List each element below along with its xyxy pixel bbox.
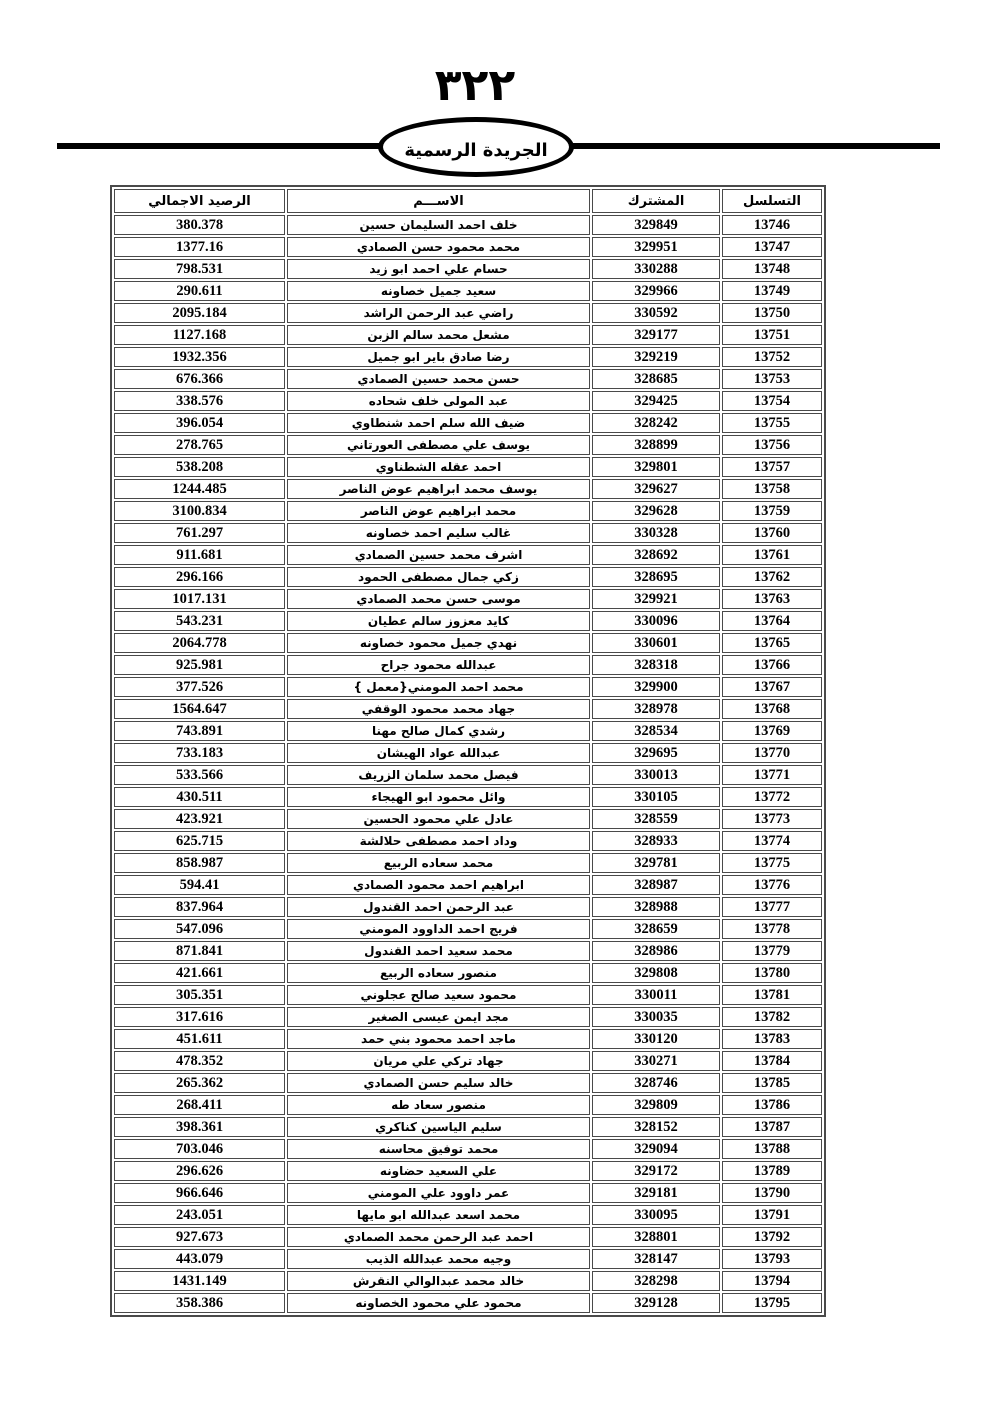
cell-balance: 538.208 <box>114 457 285 477</box>
cell-subscriber: 328695 <box>592 567 720 587</box>
table-row <box>114 985 822 1005</box>
cell-subscriber: 328978 <box>592 699 720 719</box>
table-row <box>114 787 822 807</box>
cell-subscriber: 328559 <box>592 809 720 829</box>
cell-name: اشرف محمد حسين الصمادي <box>287 545 590 565</box>
cell-serial: 13788 <box>722 1139 822 1159</box>
cell-balance: 296.166 <box>114 567 285 587</box>
cell-name: وائل محمود ابو الهيجاء <box>287 787 590 807</box>
table-row <box>114 611 822 631</box>
table-row <box>114 413 822 433</box>
cell-balance: 911.681 <box>114 545 285 565</box>
table-row <box>114 325 822 345</box>
cell-subscriber: 328988 <box>592 897 720 917</box>
cell-serial: 13789 <box>722 1161 822 1181</box>
table-row <box>114 281 822 301</box>
cell-subscriber: 329181 <box>592 1183 720 1203</box>
cell-balance: 1431.149 <box>114 1271 285 1291</box>
cell-serial: 13772 <box>722 787 822 807</box>
cell-balance: 533.566 <box>114 765 285 785</box>
cell-name: فريج احمد الداوود المومني <box>287 919 590 939</box>
cell-balance: 358.386 <box>114 1293 285 1313</box>
cell-serial: 13751 <box>722 325 822 345</box>
table-row <box>114 457 822 477</box>
cell-subscriber: 329849 <box>592 215 720 235</box>
cell-serial: 13757 <box>722 457 822 477</box>
table-row <box>114 1227 822 1247</box>
cell-name: علي السعيد حضاونه <box>287 1161 590 1181</box>
cell-serial: 13759 <box>722 501 822 521</box>
cell-name: ضيف الله سلم احمد شنطاوي <box>287 413 590 433</box>
table-row <box>114 479 822 499</box>
cell-subscriber: 329966 <box>592 281 720 301</box>
cell-name: منصور سعاده الربيع <box>287 963 590 983</box>
cell-serial: 13782 <box>722 1007 822 1027</box>
cell-name: محمود علي محمود الخصاونه <box>287 1293 590 1313</box>
table-row <box>114 699 822 719</box>
cell-serial: 13749 <box>722 281 822 301</box>
table-row <box>114 743 822 763</box>
cell-balance: 396.054 <box>114 413 285 433</box>
cell-balance: 927.673 <box>114 1227 285 1247</box>
cell-serial: 13781 <box>722 985 822 1005</box>
cell-serial: 13792 <box>722 1227 822 1247</box>
cell-subscriber: 329921 <box>592 589 720 609</box>
table-row <box>114 1095 822 1115</box>
cell-balance: 743.891 <box>114 721 285 741</box>
cell-subscriber: 328987 <box>592 875 720 895</box>
cell-serial: 13748 <box>722 259 822 279</box>
cell-serial: 13795 <box>722 1293 822 1313</box>
table-row <box>114 1293 822 1313</box>
cell-subscriber: 330095 <box>592 1205 720 1225</box>
table-row <box>114 1249 822 1269</box>
cell-name: غالب سليم احمد خصاونه <box>287 523 590 543</box>
table-row <box>114 1183 822 1203</box>
cell-name: جهاد تركي علي مريان <box>287 1051 590 1071</box>
table-row <box>114 765 822 785</box>
cell-balance: 871.841 <box>114 941 285 961</box>
cell-name: احمد عقله الشطناوي <box>287 457 590 477</box>
cell-name: جهاد محمد محمود الوقفي <box>287 699 590 719</box>
cell-name: عبد المولى خلف شحاده <box>287 391 590 411</box>
cell-subscriber: 330592 <box>592 303 720 323</box>
cell-name: سليم الياسين كناكري <box>287 1117 590 1137</box>
cell-balance: 421.661 <box>114 963 285 983</box>
cell-serial: 13770 <box>722 743 822 763</box>
cell-balance: 2095.184 <box>114 303 285 323</box>
cell-balance: 296.626 <box>114 1161 285 1181</box>
cell-name: مشعل محمد سالم الزبن <box>287 325 590 345</box>
table-body <box>114 215 822 1313</box>
cell-name: محمد توفيق محاسنه <box>287 1139 590 1159</box>
table-row <box>114 1029 822 1049</box>
cell-subscriber: 328147 <box>592 1249 720 1269</box>
cell-balance: 1564.647 <box>114 699 285 719</box>
cell-subscriber: 328692 <box>592 545 720 565</box>
cell-balance: 451.611 <box>114 1029 285 1049</box>
cell-subscriber: 329627 <box>592 479 720 499</box>
col-header-name: الاســـم <box>287 189 590 213</box>
cell-name: عبدالله محمود جراح <box>287 655 590 675</box>
table-row <box>114 589 822 609</box>
cell-serial: 13767 <box>722 677 822 697</box>
cell-balance: 1244.485 <box>114 479 285 499</box>
cell-balance: 1017.131 <box>114 589 285 609</box>
cell-name: محمد سعاده الربيع <box>287 853 590 873</box>
cell-balance: 966.646 <box>114 1183 285 1203</box>
cell-subscriber: 329172 <box>592 1161 720 1181</box>
gazette-banner-ellipse <box>378 117 574 177</box>
cell-serial: 13773 <box>722 809 822 829</box>
cell-name: راضي عبد الرحمن الراشد <box>287 303 590 323</box>
table-row <box>114 831 822 851</box>
cell-subscriber: 329809 <box>592 1095 720 1115</box>
cell-name: عبدالله عواد الهيشان <box>287 743 590 763</box>
cell-balance: 430.511 <box>114 787 285 807</box>
cell-subscriber: 329219 <box>592 347 720 367</box>
cell-name: محمد ابراهيم عوض الناصر <box>287 501 590 521</box>
cell-subscriber: 328659 <box>592 919 720 939</box>
header-row <box>114 189 822 213</box>
cell-subscriber: 329801 <box>592 457 720 477</box>
cell-subscriber: 330288 <box>592 259 720 279</box>
cell-serial: 13766 <box>722 655 822 675</box>
cell-subscriber: 330328 <box>592 523 720 543</box>
cell-balance: 1377.16 <box>114 237 285 257</box>
cell-serial: 13785 <box>722 1073 822 1093</box>
cell-subscriber: 328685 <box>592 369 720 389</box>
table-row <box>114 1139 822 1159</box>
cell-subscriber: 329177 <box>592 325 720 345</box>
cell-balance: 278.765 <box>114 435 285 455</box>
cell-subscriber: 329808 <box>592 963 720 983</box>
table-row <box>114 963 822 983</box>
cell-balance: 858.987 <box>114 853 285 873</box>
cell-name: عبد الرحمن احمد القندول <box>287 897 590 917</box>
cell-balance: 543.231 <box>114 611 285 631</box>
cell-serial: 13753 <box>722 369 822 389</box>
cell-balance: 2064.778 <box>114 633 285 653</box>
cell-subscriber: 328933 <box>592 831 720 851</box>
table-row <box>114 501 822 521</box>
cell-subscriber: 330601 <box>592 633 720 653</box>
cell-serial: 13755 <box>722 413 822 433</box>
cell-balance: 703.046 <box>114 1139 285 1159</box>
cell-balance: 423.921 <box>114 809 285 829</box>
cell-balance: 625.715 <box>114 831 285 851</box>
table-row <box>114 655 822 675</box>
cell-subscriber: 328318 <box>592 655 720 675</box>
cell-serial: 13752 <box>722 347 822 367</box>
cell-name: حسام علي احمد ابو زيد <box>287 259 590 279</box>
cell-subscriber: 330096 <box>592 611 720 631</box>
cell-subscriber: 330035 <box>592 1007 720 1027</box>
cell-serial: 13761 <box>722 545 822 565</box>
cell-subscriber: 330011 <box>592 985 720 1005</box>
cell-name: مجد ايمن عيسى الصغير <box>287 1007 590 1027</box>
cell-serial: 13775 <box>722 853 822 873</box>
cell-name: موسى حسن محمد الصمادي <box>287 589 590 609</box>
cell-balance: 268.411 <box>114 1095 285 1115</box>
cell-subscriber: 329425 <box>592 391 720 411</box>
table-row <box>114 391 822 411</box>
cell-balance: 3100.834 <box>114 501 285 521</box>
cell-name: خالد محمد عبدالوالي النقرش <box>287 1271 590 1291</box>
table-row <box>114 259 822 279</box>
cell-subscriber: 330105 <box>592 787 720 807</box>
table-row <box>114 919 822 939</box>
cell-subscriber: 328986 <box>592 941 720 961</box>
col-header-serial: التسلسل <box>722 189 822 213</box>
cell-serial: 13784 <box>722 1051 822 1071</box>
cell-name: محمد احمد المومني{معمل } <box>287 677 590 697</box>
cell-subscriber: 329951 <box>592 237 720 257</box>
cell-balance: 1932.356 <box>114 347 285 367</box>
table-row <box>114 1205 822 1225</box>
cell-balance: 676.366 <box>114 369 285 389</box>
table-row <box>114 1073 822 1093</box>
cell-balance: 547.096 <box>114 919 285 939</box>
cell-name: محمد اسعد عبدالله ابو مايها <box>287 1205 590 1225</box>
cell-balance: 265.362 <box>114 1073 285 1093</box>
cell-balance: 733.183 <box>114 743 285 763</box>
table-row <box>114 303 822 323</box>
cell-serial: 13776 <box>722 875 822 895</box>
cell-subscriber: 329094 <box>592 1139 720 1159</box>
cell-balance: 317.616 <box>114 1007 285 1027</box>
cell-serial: 13750 <box>722 303 822 323</box>
cell-serial: 13754 <box>722 391 822 411</box>
cell-subscriber: 328298 <box>592 1271 720 1291</box>
cell-balance: 290.611 <box>114 281 285 301</box>
cell-name: فيصل محمد سلمان الزريف <box>287 765 590 785</box>
table-row <box>114 677 822 697</box>
subscribers-table <box>110 185 826 1317</box>
cell-balance: 837.964 <box>114 897 285 917</box>
cell-name: احمد عبد الرحمن محمد الصمادي <box>287 1227 590 1247</box>
cell-serial: 13779 <box>722 941 822 961</box>
cell-serial: 13774 <box>722 831 822 851</box>
cell-subscriber: 329781 <box>592 853 720 873</box>
cell-name: ماجد احمد محمود بني حمد <box>287 1029 590 1049</box>
cell-serial: 13786 <box>722 1095 822 1115</box>
cell-name: محمد سعيد احمد القندول <box>287 941 590 961</box>
table-header <box>114 189 822 213</box>
cell-name: وداد احمد مصطفى حلالشة <box>287 831 590 851</box>
cell-serial: 13791 <box>722 1205 822 1225</box>
cell-subscriber: 328242 <box>592 413 720 433</box>
cell-serial: 13763 <box>722 589 822 609</box>
cell-subscriber: 329628 <box>592 501 720 521</box>
cell-name: سعيد جميل خصاونه <box>287 281 590 301</box>
cell-name: رشدي كمال صالح مهنا <box>287 721 590 741</box>
cell-name: نهدي جميل محمود خصاونه <box>287 633 590 653</box>
cell-serial: 13777 <box>722 897 822 917</box>
cell-subscriber: 328534 <box>592 721 720 741</box>
cell-balance: 798.531 <box>114 259 285 279</box>
table-row <box>114 809 822 829</box>
cell-serial: 13794 <box>722 1271 822 1291</box>
cell-name: ابراهيم احمد محمود الصمادي <box>287 875 590 895</box>
cell-name: يوسف محمد ابراهيم عوض الناصر <box>287 479 590 499</box>
cell-balance: 925.981 <box>114 655 285 675</box>
cell-serial: 13787 <box>722 1117 822 1137</box>
cell-subscriber: 328801 <box>592 1227 720 1247</box>
table-row <box>114 1007 822 1027</box>
cell-serial: 13760 <box>722 523 822 543</box>
cell-subscriber: 329695 <box>592 743 720 763</box>
cell-serial: 13765 <box>722 633 822 653</box>
table-row <box>114 215 822 235</box>
cell-subscriber: 330120 <box>592 1029 720 1049</box>
cell-subscriber: 329900 <box>592 677 720 697</box>
cell-serial: 13790 <box>722 1183 822 1203</box>
table-row <box>114 237 822 257</box>
cell-serial: 13764 <box>722 611 822 631</box>
cell-balance: 1127.168 <box>114 325 285 345</box>
cell-name: زكي جمال مصطفى الحمود <box>287 567 590 587</box>
table-row <box>114 523 822 543</box>
table-row <box>114 941 822 961</box>
cell-balance: 478.352 <box>114 1051 285 1071</box>
cell-subscriber: 328746 <box>592 1073 720 1093</box>
cell-serial: 13769 <box>722 721 822 741</box>
table-row <box>114 897 822 917</box>
cell-balance: 377.526 <box>114 677 285 697</box>
cell-name: محمود سعيد صالح عجلوني <box>287 985 590 1005</box>
cell-serial: 13756 <box>722 435 822 455</box>
table-row <box>114 567 822 587</box>
cell-name: منصور سعاد طه <box>287 1095 590 1115</box>
col-header-balance: الرصيد الاجمالي <box>114 189 285 213</box>
table-row <box>114 633 822 653</box>
col-header-subscriber: المشترك <box>592 189 720 213</box>
table-row <box>114 1051 822 1071</box>
table-row <box>114 369 822 389</box>
cell-serial: 13768 <box>722 699 822 719</box>
cell-name: وجيه محمد عبدالله الذيب <box>287 1249 590 1269</box>
cell-serial: 13758 <box>722 479 822 499</box>
table-row <box>114 347 822 367</box>
cell-serial: 13762 <box>722 567 822 587</box>
table-row <box>114 853 822 873</box>
page-number: ٣٢٢ <box>434 60 516 111</box>
cell-name: خالد سليم حسن الصمادي <box>287 1073 590 1093</box>
cell-balance: 338.576 <box>114 391 285 411</box>
cell-name: يوسف علي مصطفى العورتاني <box>287 435 590 455</box>
gazette-banner-title: الجريدة الرسمية <box>404 140 548 161</box>
cell-balance: 380.378 <box>114 215 285 235</box>
table-row <box>114 875 822 895</box>
cell-serial: 13771 <box>722 765 822 785</box>
cell-name: خلف احمد السليمان حسين <box>287 215 590 235</box>
table-row <box>114 1271 822 1291</box>
cell-serial: 13778 <box>722 919 822 939</box>
cell-subscriber: 329128 <box>592 1293 720 1313</box>
cell-balance: 243.051 <box>114 1205 285 1225</box>
table-row <box>114 721 822 741</box>
table-row <box>114 1161 822 1181</box>
cell-serial: 13747 <box>722 237 822 257</box>
cell-balance: 594.41 <box>114 875 285 895</box>
cell-serial: 13780 <box>722 963 822 983</box>
cell-balance: 761.297 <box>114 523 285 543</box>
cell-balance: 398.361 <box>114 1117 285 1137</box>
cell-name: حسن محمد حسين الصمادي <box>287 369 590 389</box>
cell-name: عادل علي محمود الحسين <box>287 809 590 829</box>
cell-name: عمر داوود علي المومني <box>287 1183 590 1203</box>
cell-subscriber: 328152 <box>592 1117 720 1137</box>
cell-name: كايد معزوز سالم عطيان <box>287 611 590 631</box>
cell-serial: 13793 <box>722 1249 822 1269</box>
cell-serial: 13783 <box>722 1029 822 1049</box>
cell-balance: 305.351 <box>114 985 285 1005</box>
cell-name: محمد محمود حسن الصمادي <box>287 237 590 257</box>
cell-name: رضا صادق باير ابو جميل <box>287 347 590 367</box>
cell-subscriber: 328899 <box>592 435 720 455</box>
cell-serial: 13746 <box>722 215 822 235</box>
cell-balance: 443.079 <box>114 1249 285 1269</box>
cell-subscriber: 330271 <box>592 1051 720 1071</box>
table-row <box>114 1117 822 1137</box>
table-row <box>114 435 822 455</box>
cell-subscriber: 330013 <box>592 765 720 785</box>
table-row <box>114 545 822 565</box>
